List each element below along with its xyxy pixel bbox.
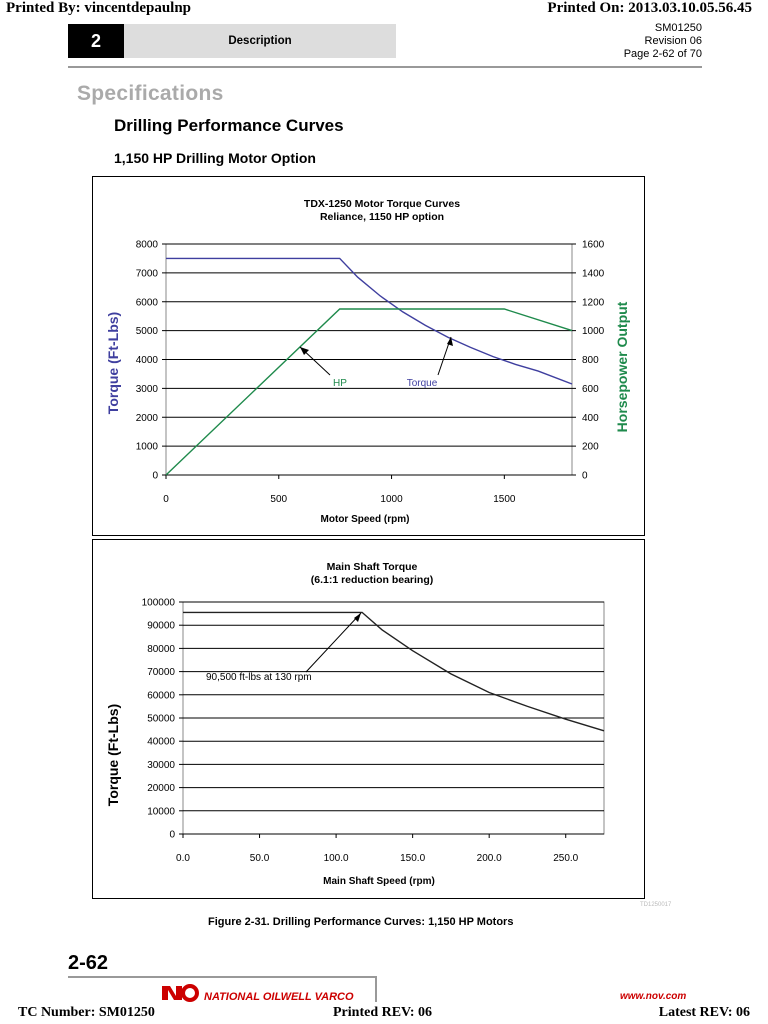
motor-torque-chart-panel: [92, 176, 645, 536]
latest-rev: Latest REV: 06: [658, 1005, 750, 1020]
printed-on-label: Printed On: 2013.03.10.05.56.45: [547, 0, 752, 16]
x-tick-label: 0.0: [176, 853, 190, 864]
chart-subtitle: Reliance, 1150 HP option: [319, 211, 445, 223]
section-tab: Description: [124, 24, 396, 58]
revision: Revision 06: [644, 35, 702, 47]
figure-caption: Figure 2-31. Drilling Performance Curves: 1,150 HP Motors: [208, 916, 514, 928]
callout-annotation: 90,500 ft-lbs at 130 rpm: [206, 672, 312, 683]
x-tick-label: 0: [163, 494, 169, 505]
y2-tick-label: 200: [582, 441, 599, 453]
torque-annotation: Torque: [406, 378, 438, 389]
y2-tick-label: 1400: [582, 268, 605, 280]
y-tick-label: 90000: [147, 620, 175, 632]
motor-torque-chart: [93, 177, 644, 535]
x-tick-label: 1000: [380, 494, 403, 505]
callout-arrow: [306, 613, 361, 672]
nov-logo-icon: [162, 984, 202, 1002]
hp-series-line: [166, 309, 572, 475]
chart-title: Main Shaft Torque: [326, 561, 418, 573]
y-tick-label: 20000: [147, 783, 175, 795]
y-tick-label: 60000: [147, 690, 175, 702]
y-tick-label: 50000: [147, 713, 175, 725]
section-heading: Drilling Performance Curves: [114, 116, 344, 135]
y2-tick-label: 1200: [582, 297, 605, 309]
x-tick-label: 50.0: [249, 853, 270, 864]
figure-id: TD1250017: [640, 902, 672, 908]
y-tick-label: 70000: [147, 667, 175, 679]
x-tick-label: 250.0: [553, 853, 579, 864]
x-tick-label: 200.0: [476, 853, 502, 864]
hp-annotation: HP: [333, 378, 347, 389]
y2-tick-label: 400: [582, 412, 599, 424]
x-tick-label: 1500: [493, 494, 516, 505]
y-axis-label: Torque (Ft-Lbs): [105, 311, 121, 415]
page-number: 2-62: [68, 952, 109, 974]
x-tick-label: 100.0: [323, 853, 349, 864]
y-tick-label: 0: [152, 470, 158, 482]
y-tick-label: 7000: [135, 268, 158, 280]
y2-tick-label: 0: [582, 470, 588, 482]
torque-series-line: [166, 258, 572, 384]
y2-tick-label: 800: [582, 355, 599, 366]
y-tick-label: 6000: [135, 297, 158, 309]
y2-tick-label: 600: [582, 383, 599, 395]
y-tick-label: 0: [169, 829, 175, 841]
y-tick-label: 100000: [141, 597, 175, 609]
y-tick-label: 8000: [135, 239, 158, 251]
callout-arrowhead: [354, 613, 361, 622]
y-tick-label: 5000: [135, 326, 158, 338]
y-tick-label: 1000: [135, 441, 158, 453]
chart-title: TDX-1250 Motor Torque Curves: [303, 198, 461, 210]
main-shaft-torque-chart-panel: [92, 539, 645, 899]
website-link[interactable]: www.nov.com: [620, 991, 687, 1002]
tc-number: TC Number: SM01250: [18, 1005, 155, 1020]
company-name: NATIONAL OILWELL VARCO: [204, 991, 354, 1003]
y-tick-label: 40000: [147, 736, 175, 748]
footer-divider: [68, 976, 376, 978]
x-axis-label: Motor Speed (rpm): [320, 514, 410, 525]
y-tick-label: 30000: [147, 759, 175, 771]
y2-axis-label: Horsepower Output: [614, 301, 630, 433]
y2-tick-label: 1000: [582, 326, 605, 338]
y-tick-label: 3000: [135, 383, 158, 395]
chapter-number: 2: [68, 24, 124, 58]
doc-id: SM01250: [654, 22, 702, 34]
footer-divider-vertical: [375, 976, 377, 1002]
specifications-heading: Specifications: [77, 82, 224, 105]
document-meta: [624, 22, 702, 61]
y-axis-label: Torque (Ft-Lbs): [105, 703, 121, 807]
y-tick-label: 2000: [135, 412, 158, 424]
y-tick-label: 10000: [147, 806, 175, 818]
printed-by-label: Printed By: vincentdepaulnp: [6, 0, 192, 16]
page-of: Page 2-62 of 70: [623, 48, 702, 60]
chart-subtitle: (6.1:1 reduction bearing): [310, 574, 434, 586]
x-tick-label: 500: [270, 494, 288, 505]
header-divider: [68, 66, 702, 68]
x-tick-label: 150.0: [400, 853, 426, 864]
subsection-heading: 1,150 HP Drilling Motor Option: [114, 150, 316, 166]
printed-rev: Printed REV: 06: [333, 1005, 433, 1020]
y2-tick-label: 1600: [582, 239, 605, 251]
x-axis-label: Main Shaft Speed (rpm): [323, 876, 435, 887]
y-tick-label: 80000: [147, 643, 175, 655]
y-tick-label: 4000: [135, 355, 158, 366]
main-shaft-torque-chart: [93, 540, 644, 898]
